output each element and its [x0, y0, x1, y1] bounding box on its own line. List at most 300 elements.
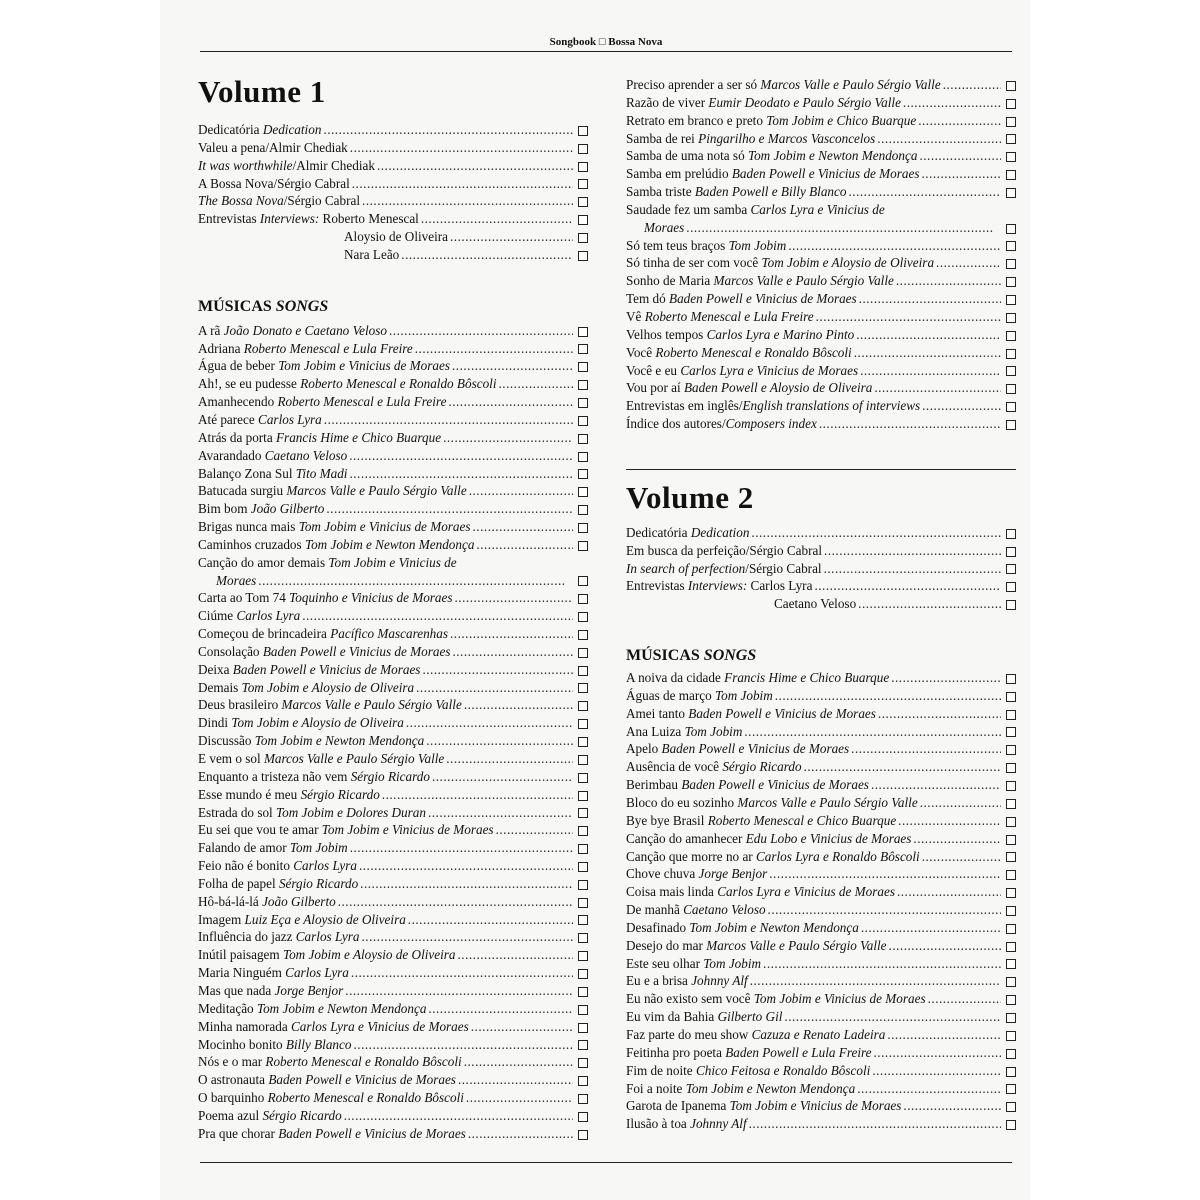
- checkbox[interactable]: [1006, 1031, 1016, 1041]
- leader-dots: [788, 237, 1001, 255]
- leader-dots: [872, 1062, 1001, 1080]
- list-item: Começou de brincadeira Pacífico Mascarenhas . . .: [198, 625, 588, 643]
- checkbox[interactable]: [578, 251, 588, 261]
- leader-dots: [769, 865, 1001, 883]
- leader-dots: [859, 290, 1001, 308]
- list-item: Pra que chorar Baden Powell e Vinicius de Moraes . . .: [198, 1125, 588, 1143]
- list-item: Tem dó Baden Powell e Vinicius de Moraes . . .: [626, 290, 1016, 308]
- checkbox[interactable]: [578, 880, 588, 890]
- checkbox[interactable]: [1006, 995, 1016, 1005]
- list-item: Folha de papel Sérgio Ricardo . . .: [198, 875, 588, 893]
- checkbox[interactable]: [1006, 692, 1016, 702]
- leader-dots: [426, 732, 573, 750]
- leader-dots: [353, 1036, 573, 1054]
- list-item: Nós e o mar Roberto Menescal e Ronaldo Bôscoli . . .: [198, 1053, 588, 1071]
- checkbox[interactable]: [1006, 259, 1016, 269]
- list-item: Só tem teus braços Tom Jobim . . .: [626, 237, 1016, 255]
- checkbox[interactable]: [1006, 852, 1016, 862]
- leader-dots: [324, 411, 573, 429]
- list-item: Discussão Tom Jobim e Newton Mendonça . . .: [198, 732, 588, 750]
- checkbox[interactable]: [578, 179, 588, 189]
- checkbox[interactable]: [578, 541, 588, 551]
- volume-2-songs-heading: MÚSICAS SONGS: [626, 647, 757, 665]
- leader-dots: [848, 183, 1001, 201]
- list-item: O astronauta Baden Powell e Vinicius de Moraes . . .: [198, 1071, 588, 1089]
- checkbox[interactable]: [1006, 1084, 1016, 1094]
- list-item: Desafinado Tom Jobim e Newton Mendonça . . .: [626, 919, 1016, 937]
- leader-dots: [896, 272, 1001, 290]
- list-item: Valeu a pena/Almir Chediak . . .: [198, 139, 588, 157]
- list-item: Só tinha de ser com você Tom Jobim e Aloysio de Oliveira . . .: [626, 254, 1016, 272]
- list-item: Entrevistas em inglês/English translations of interviews . . .: [626, 397, 1016, 415]
- leader-dots: [898, 812, 1001, 830]
- checkbox[interactable]: [578, 666, 588, 676]
- list-item: Entrevistas Interviews: Carlos Lyra . . .: [626, 577, 1016, 595]
- list-item: Saudade fez um samba Carlos Lyra e Vinicius de: [626, 201, 885, 217]
- list-item: Até parece Carlos Lyra . . .: [198, 411, 588, 429]
- checkbox[interactable]: [578, 755, 588, 765]
- checkbox[interactable]: [578, 612, 588, 622]
- header-rule: [200, 51, 1012, 52]
- leader-dots: [469, 482, 573, 500]
- checkbox[interactable]: [578, 1005, 588, 1015]
- checkbox[interactable]: [578, 144, 588, 154]
- checkbox[interactable]: [1006, 1049, 1016, 1059]
- leader-dots: [452, 357, 573, 375]
- list-item: Atrás da porta Francis Hime e Chico Buarque . . .: [198, 429, 588, 447]
- checkbox[interactable]: [1006, 313, 1016, 323]
- checkbox[interactable]: [578, 1112, 588, 1122]
- checkbox[interactable]: [1006, 241, 1016, 251]
- list-item: Influência do jazz Carlos Lyra . . .: [198, 928, 588, 946]
- checkbox[interactable]: [1006, 295, 1016, 305]
- list-item: A noiva da cidade Francis Hime e Chico Buarque . . .: [626, 669, 1016, 687]
- checkbox[interactable]: [1006, 817, 1016, 827]
- checkbox[interactable]: [578, 233, 588, 243]
- leader-dots: [858, 595, 1001, 613]
- checkbox[interactable]: [578, 773, 588, 783]
- leader-dots: [903, 94, 1001, 112]
- list-item: Apelo Baden Powell e Vinicius de Moraes . . .: [626, 740, 1016, 758]
- leader-dots: [816, 308, 1001, 326]
- leader-dots: [871, 776, 1001, 794]
- leader-dots: [382, 786, 573, 804]
- list-item: It was worthwhile/Almir Chediak . . .: [198, 157, 588, 175]
- list-item: Ciúme Carlos Lyra . . .: [198, 607, 588, 625]
- list-item: Desejo do mar Marcos Valle e Paulo Sérgio Valle . . .: [626, 937, 1016, 955]
- list-item: Samba em prelúdio Baden Powell e Vinicius de Moraes . . .: [626, 165, 1016, 183]
- section-rule: [626, 469, 1016, 470]
- list-item: Chove chuva Jorge Benjor . . .: [626, 865, 1016, 883]
- checkbox[interactable]: [1006, 349, 1016, 359]
- list-item: Sonho de Maria Marcos Valle e Paulo Sérgio Valle . . .: [626, 272, 1016, 290]
- checkbox[interactable]: [578, 915, 588, 925]
- list-item: Samba de rei Pingarilho e Marcos Vasconcelos . . .: [626, 130, 1016, 148]
- checkbox[interactable]: [578, 1040, 588, 1050]
- list-item: Bloco do eu sozinho Marcos Valle e Paulo Sérgio Valle . . .: [626, 794, 1016, 812]
- list-item: Ausência de você Sérgio Ricardo . . .: [626, 758, 1016, 776]
- checkbox[interactable]: [578, 487, 588, 497]
- list-item: Aloysio de Oliveira . . .: [198, 228, 588, 246]
- leader-dots: [468, 1125, 573, 1143]
- list-item: Vê Roberto Menescal e Lula Freire . . .: [626, 308, 1016, 326]
- leader-dots: [432, 768, 573, 786]
- leader-dots: [362, 928, 574, 946]
- leader-dots: [499, 375, 574, 393]
- list-item: Esse mundo é meu Sérgio Ricardo . . .: [198, 786, 588, 804]
- checkbox[interactable]: [1006, 763, 1016, 773]
- leader-dots: [464, 1053, 573, 1071]
- leader-dots: [258, 572, 573, 590]
- leader-dots: [768, 901, 1001, 919]
- checkbox[interactable]: [578, 362, 588, 372]
- list-item: Eu não existo sem você Tom Jobim e Vinicius de Moraes . . .: [626, 990, 1016, 1008]
- checkbox[interactable]: [1006, 99, 1016, 109]
- leader-dots: [851, 740, 1001, 758]
- checkbox[interactable]: [578, 162, 588, 172]
- checkbox[interactable]: [1006, 224, 1016, 234]
- list-item: Foi a noite Tom Jobim e Newton Mendonça . . .: [626, 1080, 1016, 1098]
- leader-dots: [804, 758, 1001, 776]
- column-right: [626, 76, 1016, 1133]
- list-item: Ilusão à toa Johnny Alf . . .: [626, 1115, 1016, 1133]
- leader-dots: [452, 643, 573, 661]
- leader-dots: [350, 139, 573, 157]
- list-item: Feitinha pro poeta Baden Powell e Lula Freire . . .: [626, 1044, 1016, 1062]
- checkbox[interactable]: [1006, 547, 1016, 557]
- leader-dots: [323, 121, 573, 139]
- list-item: Índice dos autores/Composers index . . .: [626, 415, 1016, 433]
- checkbox[interactable]: [1006, 1067, 1016, 1077]
- list-item: Hô-bá-lá-lá João Gilberto . . .: [198, 893, 588, 911]
- list-item: Avarandado Caetano Veloso . . .: [198, 447, 588, 465]
- list-item: Dindi Tom Jobim e Aloysio de Oliveira . . .: [198, 714, 588, 732]
- checkbox-glyph: □: [598, 36, 606, 48]
- list-item: In search of perfection/Sérgio Cabral . . .: [626, 560, 1016, 578]
- list-item: Caetano Veloso . . .: [626, 595, 1016, 613]
- leader-dots: [450, 228, 573, 246]
- list-item: Caminhos cruzados Tom Jobim e Newton Mendonça . . .: [198, 536, 588, 554]
- leader-dots: [897, 883, 1001, 901]
- leader-dots: [919, 147, 1001, 165]
- leader-dots: [406, 714, 573, 732]
- leader-dots: [344, 1107, 573, 1125]
- leader-dots: [326, 500, 573, 518]
- volume-2-title: Volume 2: [626, 479, 754, 515]
- checkbox[interactable]: [1006, 942, 1016, 952]
- list-item: Balanço Zona Sul Tito Madi . . .: [198, 465, 588, 483]
- leader-dots: [476, 536, 573, 554]
- list-item: Moraes . . .: [626, 219, 1016, 237]
- leader-dots: [878, 705, 1001, 723]
- volume-1-front-matter: [198, 121, 588, 264]
- list-item: Bim bom João Gilberto . . .: [198, 500, 588, 518]
- list-item: Berimbau Baden Powell e Vinicius de Moraes . . .: [626, 776, 1016, 794]
- leader-dots: [920, 794, 1001, 812]
- list-item: Dedicatória Dedication . . .: [198, 121, 588, 139]
- checkbox[interactable]: [578, 434, 588, 444]
- leader-dots: [686, 219, 1001, 237]
- leader-dots: [349, 465, 573, 483]
- leader-dots: [856, 326, 1001, 344]
- leader-dots: [749, 1115, 1001, 1133]
- checkbox[interactable]: [578, 594, 588, 604]
- list-item: Batucada surgiu Marcos Valle e Paulo Sérgio Valle . . .: [198, 482, 588, 500]
- checkbox[interactable]: [1006, 674, 1016, 684]
- checkbox[interactable]: [1006, 870, 1016, 880]
- list-item: Canção do amanhecer Edu Lobo e Vinicius de Moraes . . .: [626, 830, 1016, 848]
- leader-dots: [450, 625, 573, 643]
- checkbox[interactable]: [1006, 188, 1016, 198]
- checkbox[interactable]: [578, 719, 588, 729]
- leader-dots: [903, 1097, 1001, 1115]
- footer-rule: [200, 1162, 1012, 1163]
- leader-dots: [352, 175, 573, 193]
- checkbox[interactable]: [1006, 331, 1016, 341]
- leader-dots: [922, 397, 1001, 415]
- checkbox[interactable]: [578, 523, 588, 533]
- leader-dots: [345, 982, 573, 1000]
- leader-dots: [458, 946, 574, 964]
- checkbox[interactable]: [1006, 564, 1016, 574]
- checkbox[interactable]: [578, 215, 588, 225]
- checkbox[interactable]: [1006, 888, 1016, 898]
- leader-dots: [448, 393, 573, 411]
- checkbox[interactable]: [578, 862, 588, 872]
- list-item: Faz parte do meu show Cazuza e Renato Ladeira . . .: [626, 1026, 1016, 1044]
- checkbox[interactable]: [578, 344, 588, 354]
- volume-1-title: Volume 1: [198, 74, 326, 109]
- list-item: A Bossa Nova/Sérgio Cabral . . .: [198, 175, 588, 193]
- checkbox[interactable]: [578, 469, 588, 479]
- checkbox[interactable]: [578, 737, 588, 747]
- leader-dots: [751, 524, 1001, 542]
- list-item: Em busca da perfeição/Sérgio Cabral . . .: [626, 542, 1016, 560]
- checkbox[interactable]: [1006, 600, 1016, 610]
- leader-dots: [389, 322, 573, 340]
- checkbox[interactable]: [1006, 134, 1016, 144]
- leader-dots: [887, 1026, 1001, 1044]
- leader-dots: [443, 429, 573, 447]
- list-item: Consolação Baden Powell e Vinicius de Moraes . . .: [198, 643, 588, 661]
- checkbox[interactable]: [578, 1130, 588, 1140]
- list-item: Carta ao Tom 74 Toquinho e Vinicius de Moraes . . .: [198, 589, 588, 607]
- checkbox[interactable]: [1006, 924, 1016, 934]
- leader-dots: [455, 589, 573, 607]
- leader-dots: [744, 723, 1001, 741]
- checkbox[interactable]: [578, 630, 588, 640]
- leader-dots: [928, 990, 1001, 1008]
- checkbox[interactable]: [578, 126, 588, 136]
- list-item: Samba triste Baden Powell e Billy Blanco . . .: [626, 183, 1016, 201]
- list-item: Vou por aí Baden Powell e Aloysio de Oliveira . . .: [626, 379, 1016, 397]
- list-item: Preciso aprender a ser só Marcos Valle e Paulo Sérgio Valle . . .: [626, 76, 1016, 94]
- list-item: Coisa mais linda Carlos Lyra e Vinicius de Moraes . . .: [626, 883, 1016, 901]
- checkbox[interactable]: [1006, 835, 1016, 845]
- list-item: Amei tanto Baden Powell e Vinicius de Moraes . . .: [626, 705, 1016, 723]
- leader-dots: [428, 1000, 573, 1018]
- leader-dots: [922, 848, 1001, 866]
- checkbox[interactable]: [1006, 277, 1016, 287]
- leader-dots: [422, 661, 573, 679]
- list-item: Minha namorada Carlos Lyra e Vinicius de Moraes . . .: [198, 1018, 588, 1036]
- checkbox[interactable]: [578, 1076, 588, 1086]
- checkbox[interactable]: [578, 1023, 588, 1033]
- checkbox[interactable]: [578, 701, 588, 711]
- leader-dots: [350, 839, 573, 857]
- list-item: Estrada do sol Tom Jobim e Dolores Duran . . .: [198, 804, 588, 822]
- checkbox[interactable]: [578, 808, 588, 818]
- list-item: O barquinho Roberto Menescal e Ronaldo Bôscoli . . .: [198, 1089, 588, 1107]
- volume-1-songs-heading: MÚSICAS SONGS: [198, 297, 329, 315]
- leader-dots: [854, 344, 1001, 362]
- leader-dots: [857, 1080, 1001, 1098]
- list-item: Feio não é bonito Carlos Lyra . . .: [198, 857, 588, 875]
- checkbox[interactable]: [578, 826, 588, 836]
- checkbox[interactable]: [1006, 420, 1016, 430]
- checkbox[interactable]: [1006, 1120, 1016, 1130]
- checkbox[interactable]: [578, 1058, 588, 1068]
- checkbox[interactable]: [578, 987, 588, 997]
- checkbox[interactable]: [1006, 959, 1016, 969]
- leader-dots: [362, 192, 573, 210]
- leader-dots: [891, 669, 1001, 687]
- list-item: Samba de uma nota só Tom Jobim e Newton Mendonça . . .: [626, 147, 1016, 165]
- list-item: Imagem Luiz Eça e Aloysio de Oliveira . . .: [198, 911, 588, 929]
- leader-dots: [351, 964, 573, 982]
- list-item: Brigas nunca mais Tom Jobim e Vinicius de Moraes . . .: [198, 518, 588, 536]
- list-item: Demais Tom Jobim e Aloysio de Oliveira . . .: [198, 679, 588, 697]
- header-subtitle: Bossa Nova: [608, 36, 663, 48]
- list-item: Você e eu Carlos Lyra e Vinicius de Moraes . . .: [626, 362, 1016, 380]
- list-item: A rã João Donato e Caetano Veloso . . .: [198, 322, 588, 340]
- list-item: Inútil paisagem Tom Jobim e Aloysio de Oliveira . . .: [198, 946, 588, 964]
- list-item: Água de beber Tom Jobim e Vinicius de Moraes . . .: [198, 357, 588, 375]
- leader-dots: [913, 830, 1001, 848]
- list-item: Retrato em branco e preto Tom Jobim e Chico Buarque . . .: [626, 112, 1016, 130]
- leader-dots: [466, 1089, 573, 1107]
- list-item: Garota de Ipanema Tom Jobim e Vinicius de Moraes . . .: [626, 1097, 1016, 1115]
- checkbox[interactable]: [1006, 81, 1016, 91]
- leader-dots: [861, 919, 1001, 937]
- leader-dots: [824, 560, 1001, 578]
- checkbox[interactable]: [578, 380, 588, 390]
- leader-dots: [401, 246, 573, 264]
- checkbox[interactable]: [578, 452, 588, 462]
- checkbox[interactable]: [578, 505, 588, 515]
- list-item: Dedicatória Dedication . . .: [626, 524, 1016, 542]
- checkbox[interactable]: [578, 197, 588, 207]
- column-left: [198, 76, 588, 1143]
- checkbox[interactable]: [578, 1094, 588, 1104]
- leader-dots: [918, 112, 1001, 130]
- checkbox[interactable]: [578, 683, 588, 693]
- list-item: Mas que nada Jorge Benjor . . .: [198, 982, 588, 1000]
- checkbox[interactable]: [578, 969, 588, 979]
- leader-dots: [921, 165, 1001, 183]
- checkbox[interactable]: [578, 933, 588, 943]
- list-item: Canção que morre no ar Carlos Lyra e Ronaldo Bôscoli . . .: [626, 848, 1016, 866]
- list-item: Deixa Baden Powell e Vinicius de Moraes . . .: [198, 661, 588, 679]
- checkbox[interactable]: [578, 898, 588, 908]
- checkbox[interactable]: [578, 327, 588, 337]
- list-item: Maria Ninguém Carlos Lyra . . .: [198, 964, 588, 982]
- checkbox[interactable]: [1006, 906, 1016, 916]
- leader-dots: [824, 542, 1001, 560]
- leader-dots: [416, 679, 573, 697]
- checkbox[interactable]: [578, 844, 588, 854]
- checkbox[interactable]: [578, 576, 588, 586]
- checkbox[interactable]: [578, 398, 588, 408]
- volume-2-front-matter: [626, 524, 1016, 613]
- leader-dots: [377, 157, 573, 175]
- checkbox[interactable]: [578, 951, 588, 961]
- checkbox[interactable]: [1006, 170, 1016, 180]
- list-item: Amanhecendo Roberto Menescal e Lula Freire . . .: [198, 393, 588, 411]
- checkbox[interactable]: [1006, 1102, 1016, 1112]
- list-item: Ana Luiza Tom Jobim . . .: [626, 723, 1016, 741]
- list-item: Falando de amor Tom Jobim . . .: [198, 839, 588, 857]
- list-item: Você Roberto Menescal e Ronaldo Bôscoli . . .: [626, 344, 1016, 362]
- leader-dots: [874, 1044, 1001, 1062]
- list-item: Ah!, se eu pudesse Roberto Menescal e Ronaldo Bôscoli . . .: [198, 375, 588, 393]
- checkbox[interactable]: [1006, 727, 1016, 737]
- checkbox[interactable]: [1006, 781, 1016, 791]
- checkbox[interactable]: [1006, 710, 1016, 720]
- checkbox[interactable]: [578, 648, 588, 658]
- volume-1-song-list-continued: [626, 76, 1016, 433]
- checkbox[interactable]: [1006, 1013, 1016, 1023]
- list-item: Fim de noite Chico Feitosa e Ronaldo Bôscoli . . .: [626, 1062, 1016, 1080]
- header-title: Songbook: [549, 36, 597, 48]
- leader-dots: [936, 254, 1001, 272]
- list-item: Águas de março Tom Jobim . . .: [626, 687, 1016, 705]
- checkbox[interactable]: [1006, 384, 1016, 394]
- checkbox[interactable]: [578, 416, 588, 426]
- checkbox[interactable]: [1006, 582, 1016, 592]
- checkbox[interactable]: [1006, 117, 1016, 127]
- leader-dots: [471, 1018, 573, 1036]
- leader-dots: [415, 340, 573, 358]
- list-item: Velhos tempos Carlos Lyra e Marino Pinto . . .: [626, 326, 1016, 344]
- volume-2-song-list: [626, 669, 1016, 1133]
- leader-dots: [360, 875, 573, 893]
- volume-1-song-list: [198, 322, 588, 1143]
- leader-dots: [338, 893, 573, 911]
- checkbox[interactable]: [1006, 402, 1016, 412]
- list-item: Bye bye Brasil Roberto Menescal e Chico Buarque . . .: [626, 812, 1016, 830]
- checkbox[interactable]: [1006, 152, 1016, 162]
- leader-dots: [473, 518, 573, 536]
- list-item: E vem o sol Marcos Valle e Paulo Sérgio Valle . . .: [198, 750, 588, 768]
- leader-dots: [784, 1008, 1001, 1026]
- leader-dots: [359, 857, 573, 875]
- leader-dots: [877, 130, 1001, 148]
- leader-dots: [943, 76, 1001, 94]
- leader-dots: [458, 1071, 573, 1089]
- leader-dots: [408, 911, 573, 929]
- checkbox[interactable]: [1006, 745, 1016, 755]
- checkbox[interactable]: [1006, 977, 1016, 987]
- list-item: The Bossa Nova/Sérgio Cabral . . .: [198, 192, 588, 210]
- checkbox[interactable]: [1006, 799, 1016, 809]
- checkbox[interactable]: [578, 791, 588, 801]
- checkbox[interactable]: [1006, 366, 1016, 376]
- list-item: Canção do amor demais Tom Jobim e Vinicius de: [198, 554, 457, 570]
- leader-dots: [874, 379, 1001, 397]
- checkbox[interactable]: [1006, 529, 1016, 539]
- list-item: Meditação Tom Jobim e Newton Mendonça . . .: [198, 1000, 588, 1018]
